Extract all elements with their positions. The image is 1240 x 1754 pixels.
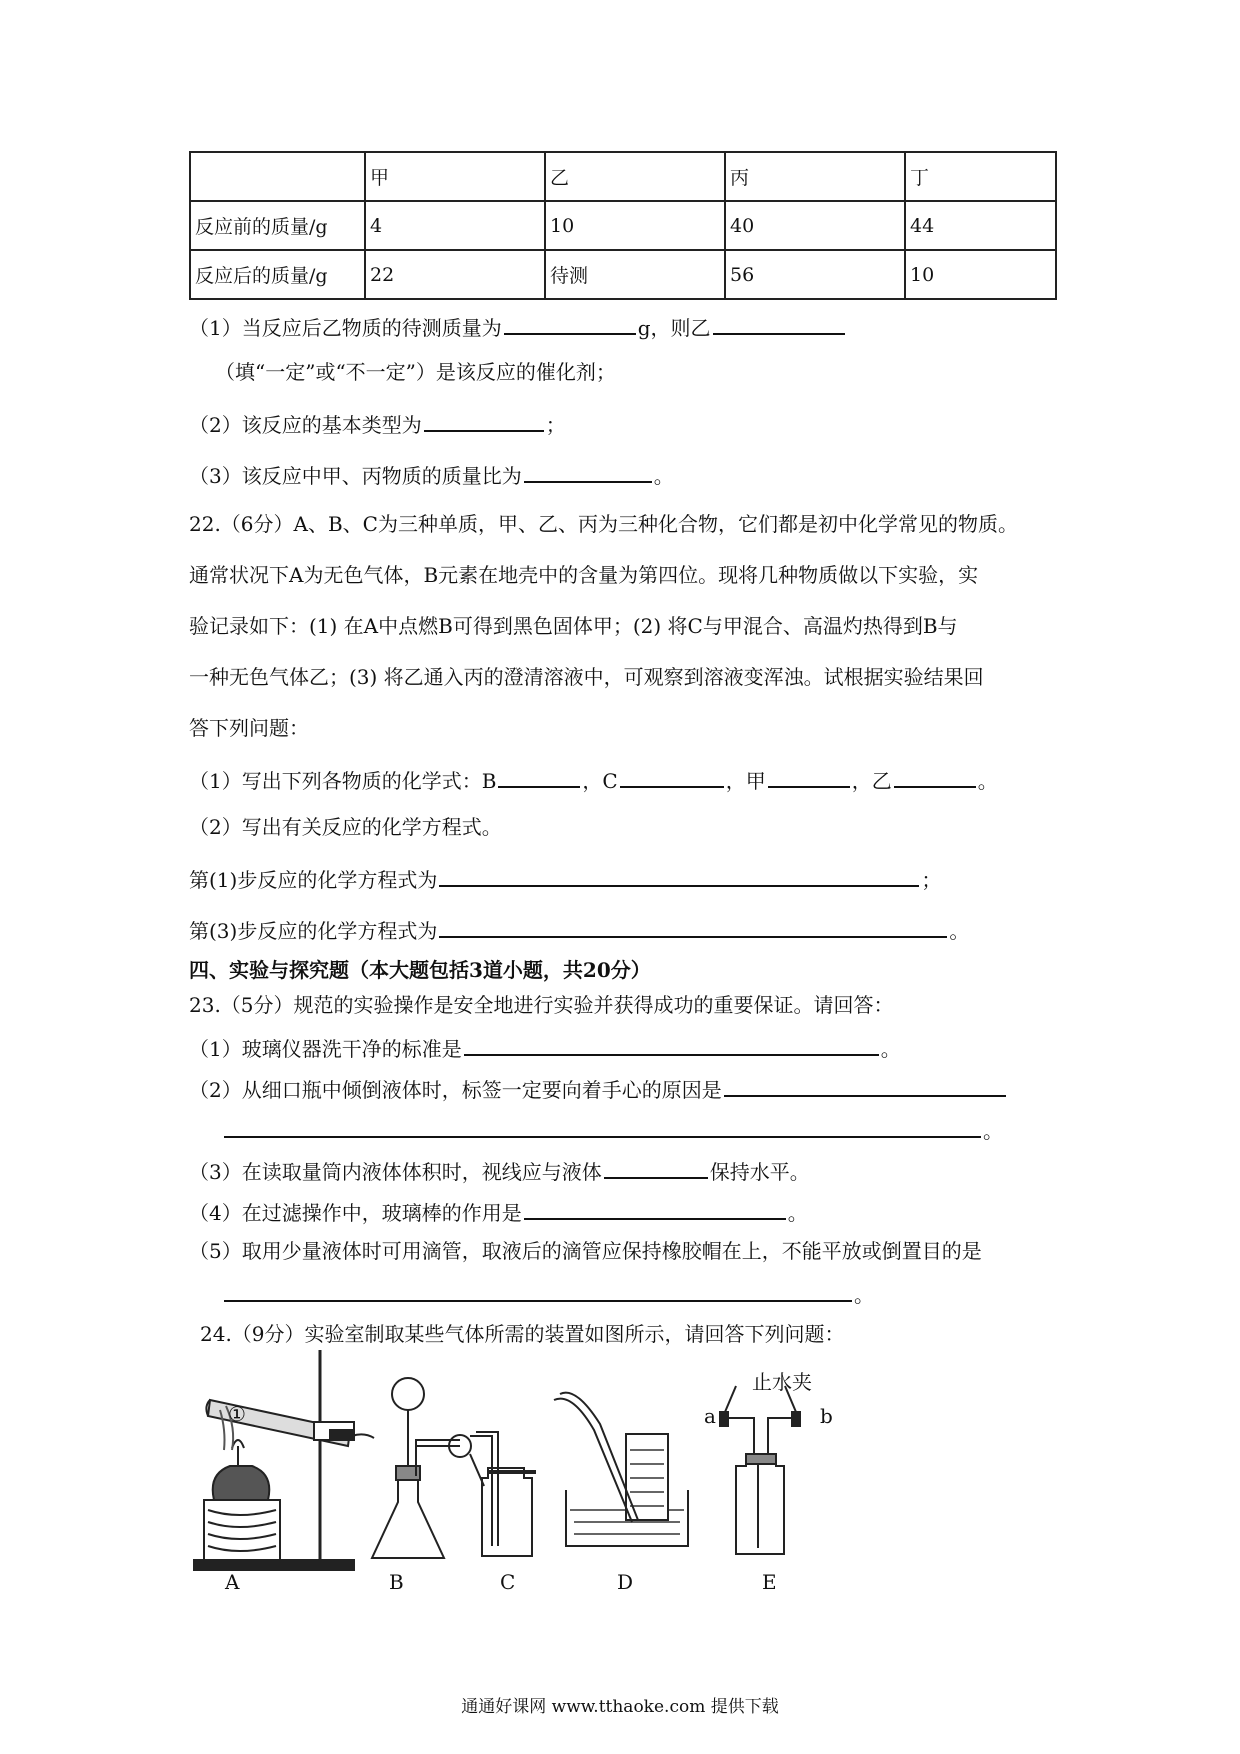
answer-blank[interactable] (424, 408, 544, 432)
q24-intro: 24.（9分）实验室制取某些气体所需的装置如图所示，请回答下列问题： (200, 1322, 845, 1346)
table-cell: 56 (725, 250, 905, 299)
apparatus-d (554, 1393, 688, 1546)
table-cell: 40 (725, 201, 905, 250)
q23-part4-end: 。 (787, 1201, 808, 1225)
q23-intro: 23.（5分）规范的实验操作是安全地进行实验并获得成功的重要保证。请回答： (189, 993, 894, 1017)
q23-part5-cont (222, 1278, 874, 1309)
apparatus-e (720, 1386, 800, 1554)
answer-blank[interactable] (464, 1032, 879, 1056)
q23-part2-text: （2）从细口瓶中倾倒液体时，标签一定要向着手心的原因是 (189, 1078, 722, 1102)
q22-line1: 22.（6分）A、B、C为三种单质，甲、乙、丙为三种化合物，它们都是初中化学常见的物质。 (189, 512, 1018, 536)
q21-part1-cont: （填“一定”或“不一定”）是该反应的催化剂； (215, 360, 616, 384)
table-cell: 反应前的质量/g (190, 201, 365, 250)
q22-eq1 (189, 863, 941, 894)
figure-label-b: B (389, 1570, 404, 1594)
table-cell: 反应后的质量/g (190, 250, 365, 299)
q22-part1-text-c: ，C (582, 769, 618, 793)
q23-part1-end: 。 (880, 1037, 901, 1061)
table-cell: 乙 (545, 152, 725, 201)
table-cell: 甲 (365, 152, 545, 201)
apparatus-a (194, 1350, 374, 1570)
q23-part3 (189, 1155, 810, 1186)
figure-label-c: C (500, 1570, 516, 1594)
answer-blank[interactable] (768, 764, 850, 788)
q21-part1-text2: g，则乙 (637, 316, 711, 340)
q22-line3: 验记录如下：(1) 在A中点燃B可得到黑色固体甲；(2) 将C与甲混合、高温灼热得到B与 (189, 614, 958, 638)
q21-part2-end: ； (545, 413, 566, 437)
table-cell (190, 152, 365, 201)
q21-part3-end: 。 (653, 464, 674, 488)
q22-line4: 一种无色气体乙；(3) 将乙通入丙的澄清溶液中，可观察到溶液变浑浊。试根据实验结果回 (189, 665, 984, 689)
q21-part1 (189, 311, 847, 342)
table-row (190, 250, 1056, 299)
figure-label-d: D (617, 1570, 634, 1594)
footer-text: 通通好课网 www.tthaoke.com 提供下载 (461, 1697, 779, 1717)
q23-part5-end: 。 (854, 1283, 874, 1307)
q22-part1-text-jia: ，甲 (725, 769, 766, 793)
answer-blank[interactable] (439, 914, 947, 938)
q21-part2 (189, 408, 566, 439)
q22-eq1-end: ； (921, 868, 942, 892)
q22-eq3 (189, 914, 969, 945)
table-cell: 22 (365, 250, 545, 299)
q23-part2 (189, 1073, 1008, 1104)
q23-part2-cont (222, 1114, 1003, 1145)
answer-blank[interactable] (713, 311, 845, 335)
answer-blank[interactable] (724, 1073, 1006, 1097)
q22-part1 (189, 764, 998, 795)
answer-blank[interactable] (224, 1114, 981, 1138)
q22-part1-end: 。 (977, 769, 998, 793)
q22-eq1-text: 第(1)步反应的化学方程式为 (189, 868, 438, 892)
answer-blank[interactable] (604, 1155, 708, 1179)
table-cell: 44 (905, 201, 1056, 250)
q22-part1-text: （1）写出下列各物质的化学式：B (189, 769, 497, 793)
mass-table (189, 151, 1057, 300)
answer-blank[interactable] (504, 311, 636, 335)
section-heading: 四、实验与探究题（本大题包括3道小题，共20分） (189, 958, 651, 982)
q22-part1-text-yi: ，乙 (851, 769, 892, 793)
q23-part1-text: （1）玻璃仪器洗干净的标准是 (189, 1037, 462, 1061)
q21-part1-text: （1）当反应后乙物质的待测质量为 (189, 316, 502, 340)
q21-part3 (189, 459, 674, 490)
apparatus-c (449, 1432, 536, 1556)
table-header-row (190, 152, 1056, 201)
q23-part1 (189, 1032, 901, 1063)
answer-blank[interactable] (224, 1278, 852, 1302)
table-row (190, 201, 1056, 250)
label-b: b (820, 1404, 833, 1428)
q22-line5: 答下列问题： (189, 716, 309, 740)
answer-blank[interactable] (524, 459, 652, 483)
answer-blank[interactable] (439, 863, 919, 887)
answer-blank[interactable] (524, 1196, 786, 1220)
table-cell: 丙 (725, 152, 905, 201)
figure-label-a: A (225, 1570, 240, 1594)
table-cell: 丁 (905, 152, 1056, 201)
apparatus-figure (180, 1350, 1040, 1600)
answer-blank[interactable] (620, 764, 724, 788)
table-cell: 待测 (545, 250, 725, 299)
label-circle-1: ① (228, 1402, 246, 1426)
table-cell: 4 (365, 201, 545, 250)
label-clamp: 止水夹 (752, 1370, 812, 1394)
q23-part4-text: （4）在过滤操作中，玻璃棒的作用是 (189, 1201, 522, 1225)
table-cell: 10 (905, 250, 1056, 299)
q23-part4 (189, 1196, 808, 1227)
q22-line2: 通常状况下A为无色气体，B元素在地壳中的含量为第四位。现将几种物质做以下实验，实 (189, 563, 979, 587)
answer-blank[interactable] (894, 764, 976, 788)
q22-eq3-text: 第(3)步反应的化学方程式为 (189, 919, 438, 943)
q22-eq3-end: 。 (949, 919, 970, 943)
q22-part2: （2）写出有关反应的化学方程式。 (189, 815, 502, 839)
apparatus-b (372, 1378, 460, 1558)
q23-part3-end: 保持水平。 (709, 1160, 810, 1184)
q23-part3-text: （3）在读取量筒内液体体积时，视线应与液体 (189, 1160, 602, 1184)
table-cell: 10 (545, 201, 725, 250)
q23-part5: （5）取用少量液体时可用滴管，取液后的滴管应保持橡胶帽在上，不能平放或倒置目的是 (189, 1239, 982, 1263)
q23-part2-end: 。 (983, 1119, 1003, 1143)
q21-part2-text: （2）该反应的基本类型为 (189, 413, 422, 437)
q21-part3-text: （3）该反应中甲、丙物质的质量比为 (189, 464, 522, 488)
label-a: a (704, 1404, 716, 1428)
figure-label-e: E (762, 1570, 777, 1594)
answer-blank[interactable] (498, 764, 580, 788)
